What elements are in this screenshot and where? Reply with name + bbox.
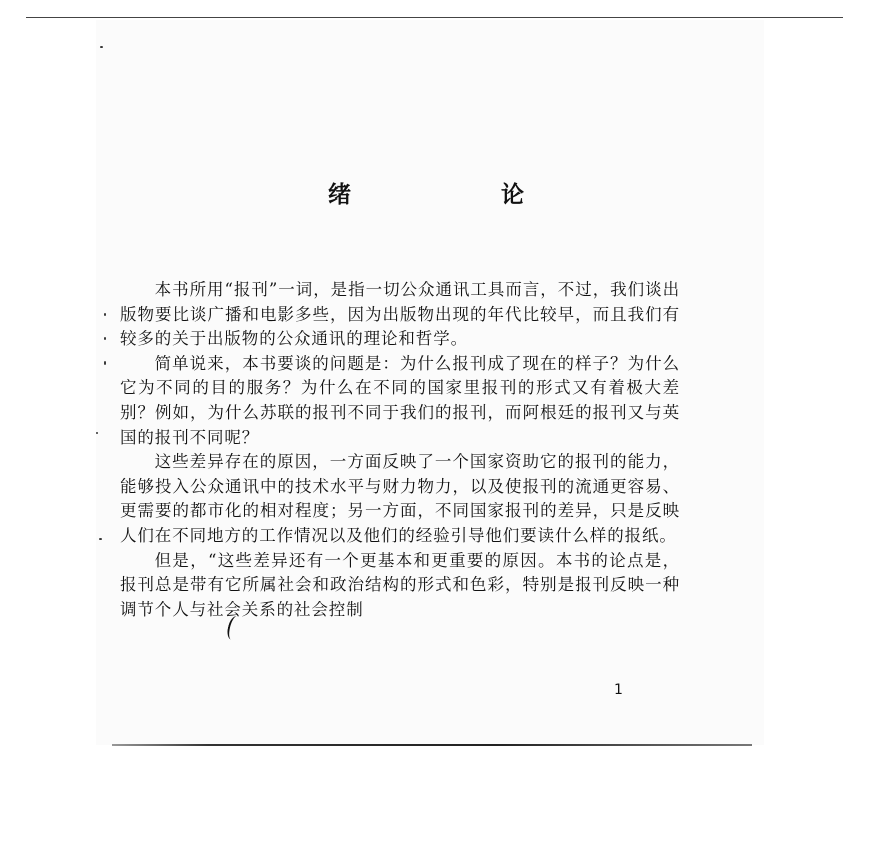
paragraph: 本书所用“报刊”一词，是指一切公众通讯工具而言，不过，我们谈出版物要比谈广播和电影多些，因为出版物出现的年代比较早，而且我们有较多的关于出版物的公众通讯的理论和哲学。: [120, 280, 680, 349]
scan-top-edge: [26, 17, 843, 18]
scan-speck: [104, 361, 106, 365]
body-text: [120, 278, 680, 622]
scan-speck: [104, 313, 106, 316]
paragraph: 简单说来，本书要谈的问题是：为什么报刊成了现在的样子？为什么它为不同的目的服务？为什么在不同的国家里报刊的形式又有着极大差别？例如，为什么苏联的报刊不同于我们的报刊，而阿根廷的报刊又与英国的报刊不同呢？: [120, 353, 680, 447]
scan-speck: [96, 432, 98, 434]
scan-bottom-edge: [112, 744, 752, 746]
paragraph: 这些差异存在的原因，一方面反映了一个国家资助它的报刊的能力，能够投入公众通讯中的技术水平与财力物力，以及使报刊的流通更容易、更需要的都市化的相对程度；另一方面，不同国家报刊的差异，只是反映人们在不同地方的工作情况以及他们的经验引导他们要读什么样的报纸。: [120, 452, 680, 545]
chapter-title: 绪 论: [328, 181, 596, 208]
paragraph: 但是，“这些差异还有一个更基本和更重要的原因。本书的论点是，报刊总是带有它所属社会和政治结构的形式和色彩，特别是报刊反映一种调节个人与社会关系的社会控制: [120, 550, 680, 619]
scan-speck: [99, 538, 102, 540]
page-number: 1: [614, 682, 623, 698]
scan-speck: [104, 337, 106, 340]
scan-speck: [100, 46, 103, 48]
